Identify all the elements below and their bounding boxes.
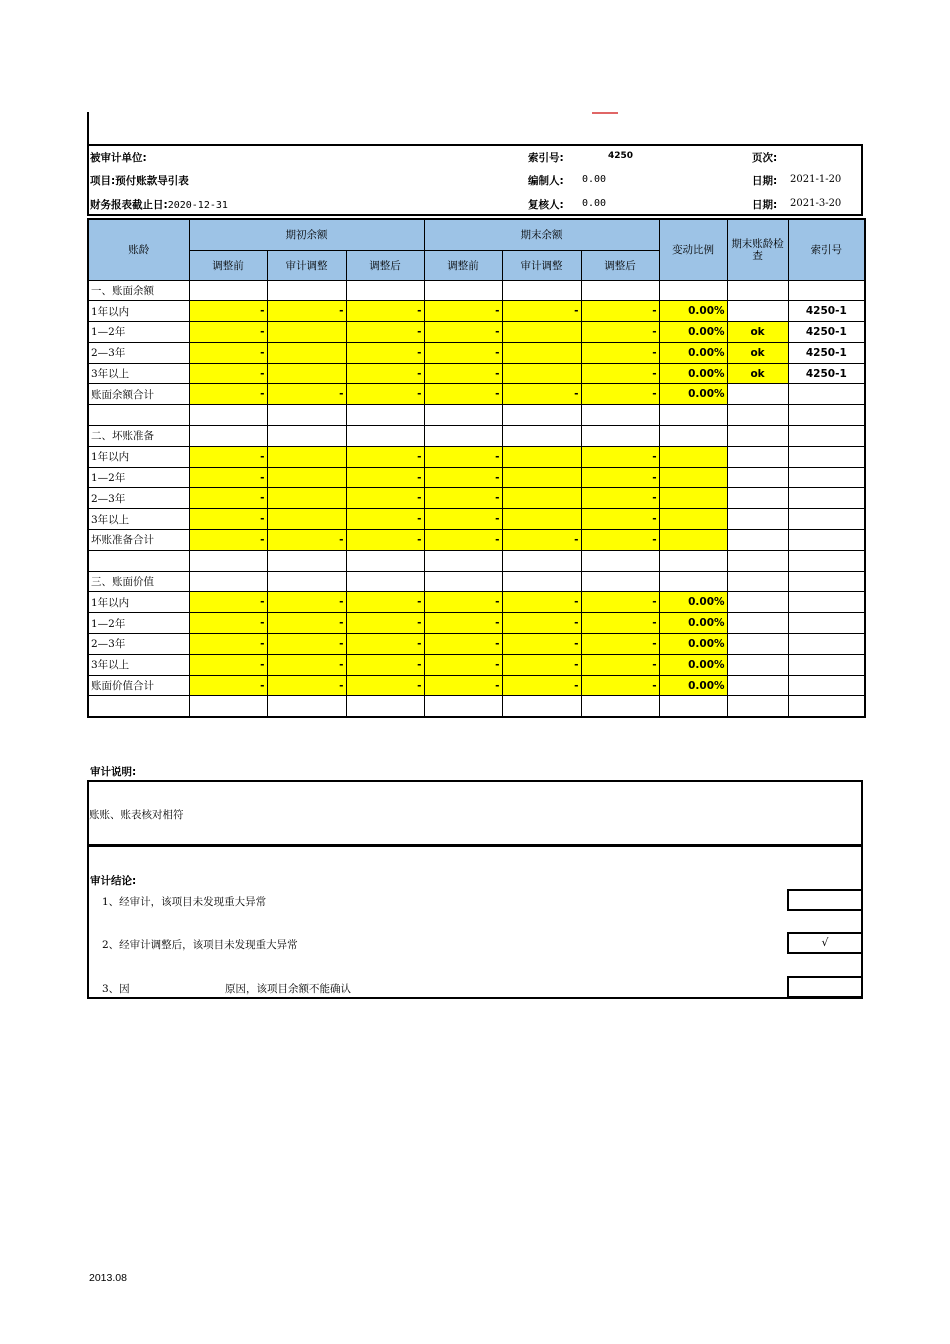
row-label: [88, 405, 189, 426]
change-cell: 0.00%: [659, 384, 727, 405]
change-cell: [659, 550, 727, 571]
amount-cell: -: [581, 530, 659, 551]
conclusion-item-3b: 原因，该项目余额不能确认: [225, 983, 351, 995]
change-cell: 0.00%: [659, 301, 727, 322]
amount-cell: -: [502, 654, 581, 675]
table-body: [88, 280, 865, 717]
amount-cell: -: [267, 654, 346, 675]
check-cell: [727, 634, 788, 655]
change-cell: [659, 467, 727, 488]
amount-cell: [267, 467, 346, 488]
change-cell: [659, 488, 727, 509]
conclusion-item-3a: 3、因: [102, 983, 130, 995]
row-label: 二、坏账准备: [88, 426, 189, 447]
report-date-value: 2020-12-31: [167, 200, 228, 211]
index-cell: 4250-1: [788, 342, 865, 363]
change-cell: [659, 446, 727, 467]
row-label: 1—2年: [88, 467, 189, 488]
index-cell: [788, 467, 865, 488]
index-value: 4250: [608, 151, 634, 161]
amount-cell: -: [189, 301, 267, 322]
check-cell: ok: [727, 322, 788, 343]
row-label: 3年以上: [88, 509, 189, 530]
amount-cell: -: [189, 363, 267, 384]
amount-cell: -: [502, 675, 581, 696]
index-cell: [788, 446, 865, 467]
amount-cell: -: [502, 384, 581, 405]
amount-cell: -: [346, 530, 424, 551]
date2-value: 2021-3-20: [790, 198, 842, 209]
index-cell: [788, 488, 865, 509]
amount-cell: -: [267, 384, 346, 405]
amount-cell: [267, 550, 346, 571]
index-cell: [788, 509, 865, 530]
amount-cell: [346, 571, 424, 592]
conclusion-box: [87, 845, 863, 999]
change-cell: [659, 571, 727, 592]
change-cell: [659, 509, 727, 530]
index-cell: [788, 696, 865, 717]
amount-cell: -: [424, 613, 502, 634]
amount-cell: -: [346, 467, 424, 488]
col-index: 索引号: [788, 219, 865, 280]
check-cell: [727, 592, 788, 613]
amount-cell: [346, 696, 424, 717]
change-cell: 0.00%: [659, 322, 727, 343]
project-label: 项目:: [90, 175, 116, 187]
row-label: [88, 696, 189, 717]
row-label: 1—2年: [88, 322, 189, 343]
report-date-label: 财务报表截止日:: [90, 199, 168, 211]
amount-cell: -: [346, 342, 424, 363]
table-row: [88, 426, 865, 447]
amount-cell: [502, 509, 581, 530]
change-cell: 0.00%: [659, 654, 727, 675]
conclusion-item-1: 1、经审计，该项目未发现重大异常: [102, 896, 267, 908]
amount-cell: -: [424, 592, 502, 613]
left-rule: [87, 112, 89, 144]
row-label: 2—3年: [88, 634, 189, 655]
report-date: [90, 197, 228, 212]
change-cell: 0.00%: [659, 363, 727, 384]
amount-cell: [424, 280, 502, 301]
check-cell: [727, 654, 788, 675]
sub-before: 调整前: [424, 250, 502, 280]
amount-cell: [424, 426, 502, 447]
amount-cell: -: [424, 675, 502, 696]
amount-cell: -: [189, 446, 267, 467]
amount-cell: [267, 363, 346, 384]
amount-cell: [581, 571, 659, 592]
change-cell: 0.00%: [659, 634, 727, 655]
amount-cell: -: [581, 301, 659, 322]
amount-cell: [267, 342, 346, 363]
amount-cell: [502, 467, 581, 488]
amount-cell: -: [581, 613, 659, 634]
amount-cell: [189, 405, 267, 426]
amount-cell: [267, 405, 346, 426]
amount-cell: -: [189, 592, 267, 613]
amount-cell: -: [424, 634, 502, 655]
amount-cell: [267, 322, 346, 343]
conclusion-checkbox-2[interactable]: √: [787, 932, 863, 954]
amount-cell: [267, 488, 346, 509]
check-cell: [727, 301, 788, 322]
amount-cell: -: [189, 467, 267, 488]
amount-cell: -: [581, 467, 659, 488]
table-row: [88, 530, 865, 551]
index-label: 索引号:: [528, 152, 564, 164]
amount-cell: -: [346, 592, 424, 613]
row-label: 坏账准备合计: [88, 530, 189, 551]
amount-cell: -: [581, 384, 659, 405]
index-cell: [788, 613, 865, 634]
index-cell: [788, 280, 865, 301]
check-cell: [727, 446, 788, 467]
table-row: [88, 509, 865, 530]
amount-cell: -: [267, 675, 346, 696]
index-cell: [788, 675, 865, 696]
check-cell: [727, 571, 788, 592]
date2-label: 日期:: [752, 199, 778, 211]
preparer-value: 0.00: [582, 174, 607, 185]
amount-cell: -: [346, 301, 424, 322]
guide-table: [87, 218, 866, 718]
amount-cell: [502, 446, 581, 467]
table-row: [88, 384, 865, 405]
change-cell: [659, 405, 727, 426]
amount-cell: -: [189, 613, 267, 634]
amount-cell: -: [502, 530, 581, 551]
change-cell: 0.00%: [659, 613, 727, 634]
amount-cell: [502, 322, 581, 343]
amount-cell: [346, 426, 424, 447]
amount-cell: -: [346, 322, 424, 343]
amount-cell: [502, 696, 581, 717]
amount-cell: -: [581, 446, 659, 467]
col-closing: 期末余额: [424, 219, 659, 250]
amount-cell: -: [502, 301, 581, 322]
table-row: [88, 301, 865, 322]
table-row: [88, 571, 865, 592]
preparer-label: 编制人:: [528, 175, 564, 187]
check-cell: [727, 488, 788, 509]
amount-cell: -: [346, 363, 424, 384]
amount-cell: -: [581, 488, 659, 509]
amount-cell: [267, 446, 346, 467]
amount-cell: -: [346, 509, 424, 530]
amount-cell: [189, 280, 267, 301]
index-cell: [788, 384, 865, 405]
sub-after: 调整后: [346, 250, 424, 280]
notes-text: 账账、账表核对相符: [89, 809, 184, 821]
amount-cell: -: [581, 654, 659, 675]
table-row: [88, 696, 865, 717]
amount-cell: -: [424, 322, 502, 343]
amount-cell: -: [424, 342, 502, 363]
amount-cell: [267, 571, 346, 592]
notes-box: [87, 780, 863, 846]
amount-cell: -: [581, 322, 659, 343]
row-label: 一、账面余额: [88, 280, 189, 301]
reviewer-value: 0.00: [582, 198, 607, 209]
row-label: [88, 550, 189, 571]
amount-cell: -: [346, 675, 424, 696]
amount-cell: [502, 488, 581, 509]
amount-cell: [502, 363, 581, 384]
row-label: 2—3年: [88, 342, 189, 363]
index-cell: [788, 654, 865, 675]
page-label: 页次:: [752, 152, 778, 164]
amount-cell: -: [581, 509, 659, 530]
amount-cell: -: [581, 675, 659, 696]
check-cell: [727, 509, 788, 530]
change-cell: [659, 530, 727, 551]
amount-cell: [502, 280, 581, 301]
table-row: [88, 550, 865, 571]
col-change: 变动比例: [659, 219, 727, 280]
row-label: 三、账面价值: [88, 571, 189, 592]
conclusion-checkbox-3[interactable]: [787, 976, 863, 998]
check-cell: [727, 530, 788, 551]
date1-value: 2021-1-20: [790, 174, 842, 185]
change-cell: [659, 280, 727, 301]
unit-label: 被审计单位:: [90, 152, 147, 164]
amount-cell: -: [267, 592, 346, 613]
amount-cell: -: [189, 384, 267, 405]
amount-cell: [189, 696, 267, 717]
index-cell: [788, 592, 865, 613]
amount-cell: -: [424, 301, 502, 322]
check-cell: ok: [727, 342, 788, 363]
amount-cell: [502, 426, 581, 447]
check-cell: [727, 467, 788, 488]
amount-cell: -: [424, 509, 502, 530]
amount-cell: -: [346, 446, 424, 467]
row-label: 3年以上: [88, 654, 189, 675]
check-cell: [727, 675, 788, 696]
table-row: [88, 592, 865, 613]
table-row: [88, 446, 865, 467]
index-cell: [788, 530, 865, 551]
change-cell: 0.00%: [659, 342, 727, 363]
table-row: [88, 613, 865, 634]
amount-cell: [267, 696, 346, 717]
table-row: [88, 363, 865, 384]
amount-cell: -: [424, 384, 502, 405]
check-cell: [727, 426, 788, 447]
row-label: 账面价值合计: [88, 675, 189, 696]
sub-before: 调整前: [189, 250, 267, 280]
table-row: [88, 467, 865, 488]
amount-cell: [346, 405, 424, 426]
amount-cell: -: [424, 446, 502, 467]
amount-cell: [581, 405, 659, 426]
amount-cell: -: [581, 363, 659, 384]
amount-cell: -: [502, 592, 581, 613]
index-cell: 4250-1: [788, 301, 865, 322]
sub-audit: 审计调整: [267, 250, 346, 280]
amount-cell: [502, 571, 581, 592]
change-cell: [659, 696, 727, 717]
table-row: [88, 322, 865, 343]
table-row: [88, 654, 865, 675]
amount-cell: -: [346, 613, 424, 634]
index-cell: [788, 405, 865, 426]
conclusion-checkbox-1[interactable]: [787, 889, 863, 911]
amount-cell: -: [424, 654, 502, 675]
sub-audit: 审计调整: [502, 250, 581, 280]
amount-cell: -: [424, 530, 502, 551]
conclusion-item-2: 2、经审计调整后，该项目未发现重大异常: [102, 939, 298, 951]
amount-cell: [189, 426, 267, 447]
table-row: [88, 634, 865, 655]
row-label: 3年以上: [88, 363, 189, 384]
amount-cell: -: [424, 363, 502, 384]
amount-cell: [502, 550, 581, 571]
index-cell: [788, 426, 865, 447]
row-label: 1—2年: [88, 613, 189, 634]
change-cell: 0.00%: [659, 592, 727, 613]
amount-cell: [267, 280, 346, 301]
amount-cell: [581, 280, 659, 301]
table-row: [88, 280, 865, 301]
amount-cell: [189, 550, 267, 571]
row-label: 1年以内: [88, 592, 189, 613]
amount-cell: [346, 280, 424, 301]
date1-label: 日期:: [752, 175, 778, 187]
row-label: 2—3年: [88, 488, 189, 509]
table-row: [88, 405, 865, 426]
red-mark: [592, 112, 618, 114]
check-cell: [727, 405, 788, 426]
check-cell: [727, 550, 788, 571]
col-opening: 期初余额: [189, 219, 424, 250]
notes-title: 审计说明:: [90, 766, 137, 778]
row-label: 1年以内: [88, 446, 189, 467]
table-row: [88, 488, 865, 509]
amount-cell: [267, 509, 346, 530]
amount-cell: -: [189, 530, 267, 551]
amount-cell: -: [267, 301, 346, 322]
index-cell: [788, 550, 865, 571]
amount-cell: -: [502, 613, 581, 634]
amount-cell: [189, 571, 267, 592]
amount-cell: [424, 405, 502, 426]
amount-cell: -: [267, 530, 346, 551]
amount-cell: [581, 550, 659, 571]
change-cell: 0.00%: [659, 675, 727, 696]
amount-cell: [581, 426, 659, 447]
amount-cell: -: [189, 488, 267, 509]
amount-cell: -: [189, 342, 267, 363]
row-label: 账面余额合计: [88, 384, 189, 405]
footer-version: 2013.08: [89, 1272, 127, 1284]
sub-after: 调整后: [581, 250, 659, 280]
amount-cell: [424, 696, 502, 717]
amount-cell: [424, 550, 502, 571]
table-row: [88, 342, 865, 363]
col-aging: 账龄: [88, 219, 189, 280]
project-value: 预付账款导引表: [115, 175, 189, 187]
amount-cell: -: [581, 592, 659, 613]
amount-cell: [581, 696, 659, 717]
amount-cell: -: [346, 654, 424, 675]
amount-cell: -: [346, 488, 424, 509]
amount-cell: -: [502, 634, 581, 655]
amount-cell: [502, 342, 581, 363]
amount-cell: -: [189, 322, 267, 343]
index-cell: 4250-1: [788, 363, 865, 384]
col-check: 期末账龄检查: [727, 219, 788, 280]
amount-cell: -: [267, 634, 346, 655]
row-label: 1年以内: [88, 301, 189, 322]
amount-cell: -: [424, 488, 502, 509]
amount-cell: -: [267, 613, 346, 634]
index-cell: [788, 634, 865, 655]
amount-cell: [267, 426, 346, 447]
index-cell: 4250-1: [788, 322, 865, 343]
change-cell: [659, 426, 727, 447]
check-cell: ok: [727, 363, 788, 384]
amount-cell: -: [581, 342, 659, 363]
amount-cell: -: [346, 634, 424, 655]
project: [90, 173, 189, 188]
amount-cell: -: [189, 634, 267, 655]
amount-cell: -: [189, 509, 267, 530]
check-cell: [727, 384, 788, 405]
conclusion-title: 审计结论:: [90, 875, 137, 887]
amount-cell: -: [189, 654, 267, 675]
table-row: [88, 675, 865, 696]
check-cell: [727, 696, 788, 717]
index-cell: [788, 571, 865, 592]
check-cell: [727, 613, 788, 634]
check-cell: [727, 280, 788, 301]
reviewer-label: 复核人:: [528, 199, 564, 211]
amount-cell: -: [346, 384, 424, 405]
amount-cell: [424, 571, 502, 592]
amount-cell: -: [424, 467, 502, 488]
amount-cell: [346, 550, 424, 571]
amount-cell: -: [189, 675, 267, 696]
amount-cell: [502, 405, 581, 426]
amount-cell: -: [581, 634, 659, 655]
